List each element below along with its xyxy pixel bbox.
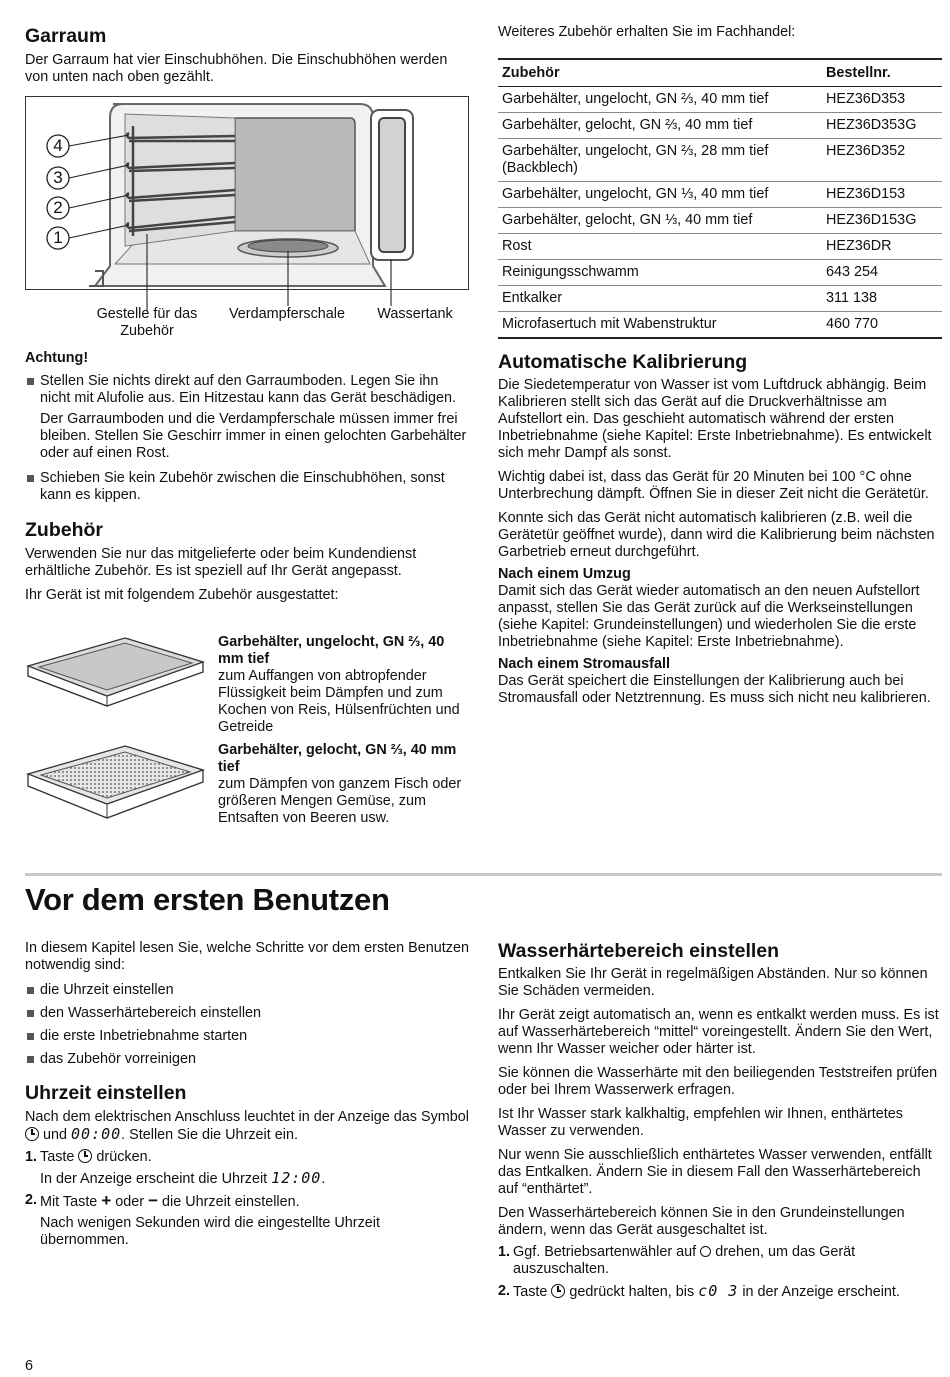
uhrzeit-step-2 bbox=[25, 1192, 470, 1211]
plus-icon: + bbox=[101, 1191, 112, 1210]
wasser-step-2-c: in der Anzeige erscheint. bbox=[742, 1284, 900, 1300]
chapter-step-text: das Zubehör vorreinigen bbox=[40, 1051, 196, 1067]
step-number: 2. bbox=[498, 1283, 511, 1299]
cell-item: Garbehälter, ungelocht, GN ⅔, 40 mm tief bbox=[498, 87, 822, 113]
cell-order: 460 770 bbox=[822, 312, 942, 339]
cell-item: Garbehälter, ungelocht, GN ⅔, 28 mm tief (Backblech) bbox=[498, 139, 822, 182]
bullet-square bbox=[27, 378, 34, 385]
accessory-2-title: Garbehälter, gelocht, GN ⅔, 40 mm tief bbox=[218, 742, 457, 775]
table-row bbox=[498, 286, 942, 312]
chapter-step-item bbox=[25, 982, 470, 999]
cell-item: Garbehälter, gelocht, GN ⅓, 40 mm tief bbox=[498, 208, 822, 234]
kalibrierung-heading: Automatische Kalibrierung bbox=[498, 351, 748, 373]
accessory-1-text: zum Auffangen von abtropfender Flüssigkeit beim Dämpfen und zum Kochen von Reis, Hülsenfrüchten und Getreide bbox=[218, 668, 460, 735]
step-2-a: Mit Taste bbox=[40, 1194, 98, 1210]
table-row bbox=[498, 182, 942, 208]
chapter-step-item bbox=[25, 1028, 470, 1045]
cell-order: 643 254 bbox=[822, 260, 942, 286]
cell-order: HEZ36D353 bbox=[822, 87, 942, 113]
more-accessories-intro: Weiteres Zubehör erhalten Sie im Fachhandel: bbox=[498, 24, 796, 40]
cell-item: Reinigungsschwamm bbox=[498, 260, 822, 286]
stromausfall-text: Das Gerät speichert die Einstellungen der Kalibrierung auch bei Stromausfall oder Netztrennung. Es muss sich nicht neu kalibrieren. bbox=[498, 673, 931, 706]
clock-icon bbox=[551, 1284, 565, 1298]
label-tray: Verdampferschale bbox=[229, 306, 345, 322]
off-position-icon bbox=[700, 1246, 711, 1257]
clock-icon bbox=[25, 1127, 39, 1141]
zubehoer-equipped: Ihr Gerät ist mit folgendem Zubehör ausgestattet: bbox=[25, 587, 339, 603]
bullet-square bbox=[27, 1010, 34, 1017]
table-header-row bbox=[498, 59, 942, 87]
cell-item: Rost bbox=[498, 234, 822, 260]
step-number: 2. bbox=[25, 1192, 38, 1208]
cell-item: Entkalker bbox=[498, 286, 822, 312]
kalibrierung-p2: Wichtig dabei ist, dass das Gerät für 20 Minuten bei 100 °C ohne Unterbrechung dämpft. Öffnen Sie in dieser Zeit nicht die Gerätetür. bbox=[498, 469, 929, 502]
display-0000: 00:00 bbox=[71, 1125, 122, 1143]
cell-order: HEZ36DR bbox=[822, 234, 942, 260]
minus-icon: − bbox=[148, 1191, 159, 1210]
uhrzeit-intro-b: und bbox=[43, 1127, 68, 1143]
cell-order: HEZ36D153G bbox=[822, 208, 942, 234]
table-row bbox=[498, 87, 942, 113]
cell-item: Garbehälter, ungelocht, GN ⅓, 40 mm tief bbox=[498, 182, 822, 208]
stromausfall-title: Nach einem Stromausfall bbox=[498, 656, 670, 672]
wasser-p6: Den Wasserhärtebereich können Sie in den Grundeinstellungen ändern, wenn das Gerät ausgeschaltet ist. bbox=[498, 1205, 905, 1238]
warning-title: Achtung! bbox=[25, 350, 89, 366]
table-row bbox=[498, 312, 942, 339]
chapter-rule bbox=[25, 873, 942, 876]
level-number-4: 4 bbox=[53, 136, 63, 155]
wasser-step-1 bbox=[498, 1244, 944, 1278]
wasser-heading: Wasserhärtebereich einstellen bbox=[498, 940, 780, 962]
tray-perforated-image bbox=[25, 742, 205, 824]
table-row bbox=[498, 234, 942, 260]
step-number: 1. bbox=[25, 1149, 38, 1165]
accessories-table bbox=[498, 58, 942, 339]
chapter-title: Vor dem ersten Benutzen bbox=[25, 882, 390, 917]
wasser-step-2-b: gedrückt halten, bis bbox=[569, 1284, 695, 1300]
garraum-heading: Garraum bbox=[25, 25, 107, 47]
umzug-title: Nach einem Umzug bbox=[498, 566, 631, 582]
bullet-square bbox=[27, 1056, 34, 1063]
wasser-p3: Sie können die Wasserhärte mit den beiliegenden Teststreifen prüfen oder bei Ihrem Wasserwerk erfragen. bbox=[498, 1065, 938, 1098]
table-row bbox=[498, 260, 942, 286]
uhrzeit-intro bbox=[25, 1109, 470, 1144]
step-2-c: die Uhrzeit einstellen. bbox=[162, 1194, 300, 1210]
chapter-intro: In diesem Kapitel lesen Sie, welche Schritte vor dem ersten Benutzen notwendig sind: bbox=[25, 940, 469, 973]
step-1-a: Taste bbox=[40, 1149, 75, 1165]
accessory-1-title: Garbehälter, ungelocht, GN ⅔, 40 mm tief bbox=[218, 634, 445, 667]
page-number: 6 bbox=[25, 1358, 34, 1374]
uhrzeit-step-1-result bbox=[25, 1170, 470, 1188]
chapter-step-text: den Wasserhärtebereich einstellen bbox=[40, 1005, 262, 1021]
zubehoer-heading: Zubehör bbox=[25, 519, 103, 541]
label-rack: Gestelle für das Zubehör bbox=[96, 306, 198, 339]
cell-item: Microfasertuch mit Wabenstruktur bbox=[498, 312, 822, 339]
col-order-number: Bestellnr. bbox=[822, 59, 942, 87]
wasser-step-2 bbox=[498, 1283, 944, 1301]
uhrzeit-intro-c: . Stellen Sie die Uhrzeit ein. bbox=[121, 1127, 298, 1143]
umzug-text: Damit sich das Gerät wieder automatisch an den neuen Aufstellort anpasst, stellen Sie das Gerät zurück auf die Werkseinstellungen (siehe Kapitel: Grundeinstellungen) und wiederholen Sie die erste Inbetriebnahme (siehe Kapitel: Erste Inbetriebnahme). bbox=[498, 583, 920, 650]
wasser-step-2-a: Taste bbox=[513, 1284, 548, 1300]
bullet-square bbox=[27, 475, 34, 482]
level-number-3: 3 bbox=[53, 168, 63, 187]
wasser-step-1-b: drehen, um das Gerät auszuschalten. bbox=[513, 1244, 856, 1277]
warning-bullet-2 bbox=[25, 470, 470, 504]
cell-order: HEZ36D153 bbox=[822, 182, 942, 208]
kalibrierung-p1: Die Siedetemperatur von Wasser ist vom Luftdruck abhängig. Beim Kalibrieren stellt sich das Gerät auf die Druckverhältnisse am Aufstellort ein. Das geschieht automatisch während der ersten Inbetriebnahme (siehe Kapitel: Erste Inbetriebnahme). Es entwickelt sich mehr Dampf als sonst. bbox=[498, 377, 932, 461]
step-2-b: oder bbox=[115, 1194, 145, 1210]
oven-figure bbox=[25, 96, 469, 342]
wasser-p1: Entkalken Sie Ihr Gerät in regelmäßigen Abständen. Nur so können Sie Schäden vermeiden. bbox=[498, 966, 928, 999]
level-number-1: 1 bbox=[53, 228, 63, 247]
step-number: 1. bbox=[498, 1244, 511, 1260]
wasser-p2: Ihr Gerät zeigt automatisch an, wenn es entkalkt werden muss. Es ist auf Wasserhärtebereich “mittel“ voreingestellt. Ändern Sie den Wert, wenn Ihr Wasser weicher oder härter ist. bbox=[498, 1007, 939, 1057]
warning-bullet-2-text: Schieben Sie kein Zubehör zwischen die Einschubhöhen, sonst kann es kippen. bbox=[40, 470, 445, 503]
zubehoer-intro: Verwenden Sie nur das mitgelieferte oder beim Kundendienst erhältliche Zubehör. Es ist speziell auf Ihr Gerät angepasst. bbox=[25, 546, 417, 579]
uhrzeit-step-2-result: Nach wenigen Sekunden wird die eingestellte Uhrzeit übernommen. bbox=[40, 1215, 380, 1248]
step-1-result-b: . bbox=[321, 1171, 326, 1187]
table-row bbox=[498, 113, 942, 139]
cell-item: Garbehälter, gelocht, GN ⅔, 40 mm tief bbox=[498, 113, 822, 139]
tray-unperforated-image bbox=[25, 632, 205, 712]
bullet-square bbox=[27, 1033, 34, 1040]
table-row bbox=[498, 208, 942, 234]
col-accessory: Zubehör bbox=[498, 59, 822, 87]
table-row bbox=[498, 139, 942, 182]
clock-icon bbox=[78, 1149, 92, 1163]
uhrzeit-step-1 bbox=[25, 1149, 470, 1166]
kalibrierung-p3: Konnte sich das Gerät nicht automatisch kalibrieren (z.B. weil die Gerätetür geöffnet wurde), dann wird die Kalibrierung beim nächsten Garbetrieb erneut durchgeführt. bbox=[498, 510, 935, 560]
wasser-p5: Nur wenn Sie ausschließlich enthärtetes Wasser verwenden, entfällt das Entkalken. Ändern Sie in diesem Fall den Wasserhärtebereich auf “enthärtet”. bbox=[498, 1147, 932, 1197]
chapter-step-item bbox=[25, 1005, 470, 1022]
chapter-step-text: die Uhrzeit einstellen bbox=[40, 982, 174, 998]
warning-bullet-1-text: Stellen Sie nichts direkt auf den Garraumboden. Legen Sie ihn nicht mit Alufolie aus. Ein Hitzestau kann das Gerät beschädigen. bbox=[40, 373, 456, 406]
label-tank: Wassertank bbox=[377, 306, 453, 322]
chapter-step-text: die erste Inbetriebnahme starten bbox=[40, 1028, 248, 1044]
cell-order: HEZ36D353G bbox=[822, 113, 942, 139]
warning-bullet-1-extra: Der Garraumboden und die Verdampferschale müssen immer frei bleiben. Stellen Sie Geschirr immer in einen gelochten Garbehälter oder auf einen Rost. bbox=[40, 411, 467, 461]
cell-order: HEZ36D352 bbox=[822, 139, 942, 182]
step-1-b: drücken. bbox=[96, 1149, 152, 1165]
display-c03: c0 3 bbox=[698, 1282, 739, 1300]
garraum-intro: Der Garraum hat vier Einschubhöhen. Die Einschubhöhen werden von unten nach oben gezählt. bbox=[25, 52, 448, 85]
wasser-step-1-a: Ggf. Betriebsartenwähler auf bbox=[513, 1244, 697, 1260]
chapter-step-item bbox=[25, 1051, 470, 1068]
display-1200: 12:00 bbox=[271, 1169, 322, 1187]
warning-bullet-1 bbox=[25, 373, 470, 407]
bullet-square bbox=[27, 987, 34, 994]
uhrzeit-intro-a: Nach dem elektrischen Anschluss leuchtet in der Anzeige das Symbol bbox=[25, 1109, 469, 1125]
accessory-2-text: zum Dämpfen von ganzem Fisch oder größeren Mengen Gemüse, zum Entsaften von Beeren usw. bbox=[218, 776, 462, 826]
level-number-2: 2 bbox=[53, 198, 63, 217]
wasser-p4: Ist Ihr Wasser stark kalkhaltig, empfehlen wir Ihnen, enthärtetes Wasser zu verwenden. bbox=[498, 1106, 903, 1139]
cell-order: 311 138 bbox=[822, 286, 942, 312]
uhrzeit-heading: Uhrzeit einstellen bbox=[25, 1082, 187, 1104]
step-1-result-a: In der Anzeige erscheint die Uhrzeit bbox=[40, 1171, 268, 1187]
